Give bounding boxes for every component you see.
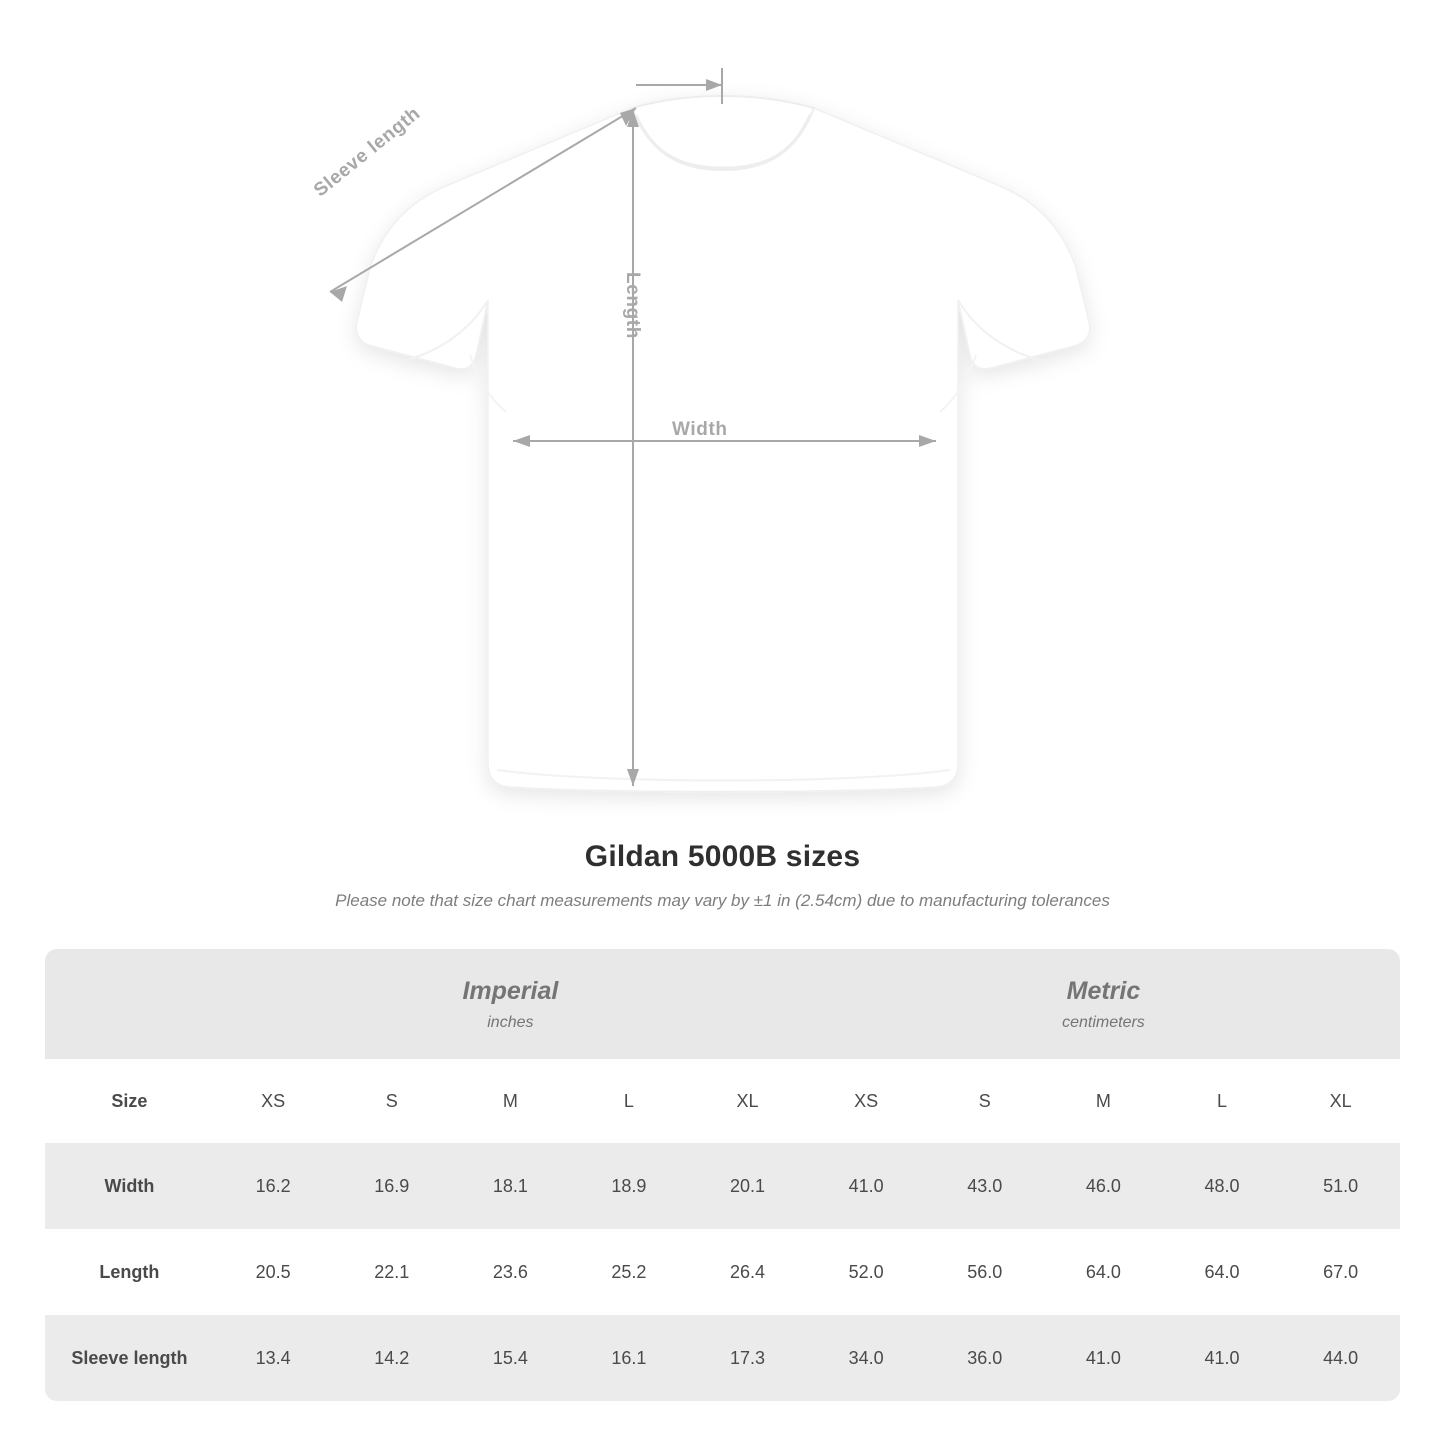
cell-length-metric-xl: 67.0	[1281, 1229, 1400, 1315]
header-metric-l: L	[1163, 1059, 1282, 1143]
header-imperial-xl: XL	[688, 1059, 807, 1143]
row-label-sleeve-length: Sleeve length	[45, 1315, 214, 1401]
unit-sub-metric: centimeters	[1062, 1013, 1145, 1031]
header-imperial-m: M	[451, 1059, 570, 1143]
cell-width-metric-m: 46.0	[1044, 1143, 1163, 1229]
row-label-width: Width	[45, 1143, 214, 1229]
cell-width-metric-l: 48.0	[1163, 1143, 1282, 1229]
row-label-length: Length	[45, 1229, 214, 1315]
cell-length-metric-s: 56.0	[925, 1229, 1044, 1315]
unit-group-imperial	[214, 949, 807, 1059]
cell-sleeve-metric-xl: 44.0	[1281, 1315, 1400, 1401]
cell-sleeve-imperial-xl: 17.3	[688, 1315, 807, 1401]
header-metric-m: M	[1044, 1059, 1163, 1143]
cell-length-imperial-m: 23.6	[451, 1229, 570, 1315]
unit-group-row	[45, 949, 1400, 1059]
header-size-label: Size	[45, 1059, 214, 1143]
cell-width-imperial-s: 16.9	[332, 1143, 451, 1229]
unit-name-metric: Metric	[1066, 976, 1141, 1005]
cell-width-metric-s: 43.0	[925, 1143, 1044, 1229]
length-label: Length	[622, 272, 643, 339]
tshirt-shape	[356, 96, 1090, 792]
header-metric-s: S	[925, 1059, 1044, 1143]
cell-sleeve-imperial-m: 15.4	[451, 1315, 570, 1401]
header-metric-xl: XL	[1281, 1059, 1400, 1143]
cell-length-imperial-l: 25.2	[570, 1229, 689, 1315]
table-row	[45, 1229, 1400, 1315]
cell-sleeve-imperial-xs: 13.4	[214, 1315, 333, 1401]
cell-length-metric-l: 64.0	[1163, 1229, 1282, 1315]
cell-sleeve-metric-m: 41.0	[1044, 1315, 1163, 1401]
cell-length-imperial-xl: 26.4	[688, 1229, 807, 1315]
cell-width-imperial-l: 18.9	[570, 1143, 689, 1229]
cell-width-metric-xl: 51.0	[1281, 1143, 1400, 1229]
header-imperial-s: S	[332, 1059, 451, 1143]
sleeve-length-label: Sleeve length	[310, 103, 425, 202]
header-imperial-l: L	[570, 1059, 689, 1143]
size-header-row	[45, 1059, 1400, 1143]
header-metric-xs: XS	[807, 1059, 926, 1143]
cell-length-metric-xs: 52.0	[807, 1229, 926, 1315]
table-row	[45, 1143, 1400, 1229]
tolerance-note: Please note that size chart measurements may vary by ±1 in (2.54cm) due to manufacturing tolerances	[335, 891, 1110, 910]
header-imperial-xs: XS	[214, 1059, 333, 1143]
unit-name-imperial: Imperial	[462, 976, 559, 1005]
unit-sub-imperial: inches	[487, 1013, 534, 1031]
cell-sleeve-imperial-l: 16.1	[570, 1315, 689, 1401]
cell-sleeve-metric-xs: 34.0	[807, 1315, 926, 1401]
table-row	[45, 1315, 1400, 1401]
size-table-wrapper	[45, 949, 1400, 1401]
title-block	[0, 840, 1445, 911]
page-title: Gildan 5000B sizes	[584, 840, 861, 873]
cell-length-imperial-s: 22.1	[332, 1229, 451, 1315]
cell-width-imperial-xs: 16.2	[214, 1143, 333, 1229]
cell-sleeve-metric-l: 41.0	[1163, 1315, 1282, 1401]
width-label: Width	[672, 419, 728, 440]
cell-length-metric-m: 64.0	[1044, 1229, 1163, 1315]
cell-sleeve-metric-s: 36.0	[925, 1315, 1044, 1401]
cell-sleeve-imperial-s: 14.2	[332, 1315, 451, 1401]
cell-length-imperial-xs: 20.5	[214, 1229, 333, 1315]
size-table	[45, 949, 1400, 1401]
cell-width-imperial-xl: 20.1	[688, 1143, 807, 1229]
unit-spacer-cell	[45, 949, 214, 1059]
cell-width-imperial-m: 18.1	[451, 1143, 570, 1229]
unit-group-metric	[807, 949, 1400, 1059]
cell-width-metric-xs: 41.0	[807, 1143, 926, 1229]
